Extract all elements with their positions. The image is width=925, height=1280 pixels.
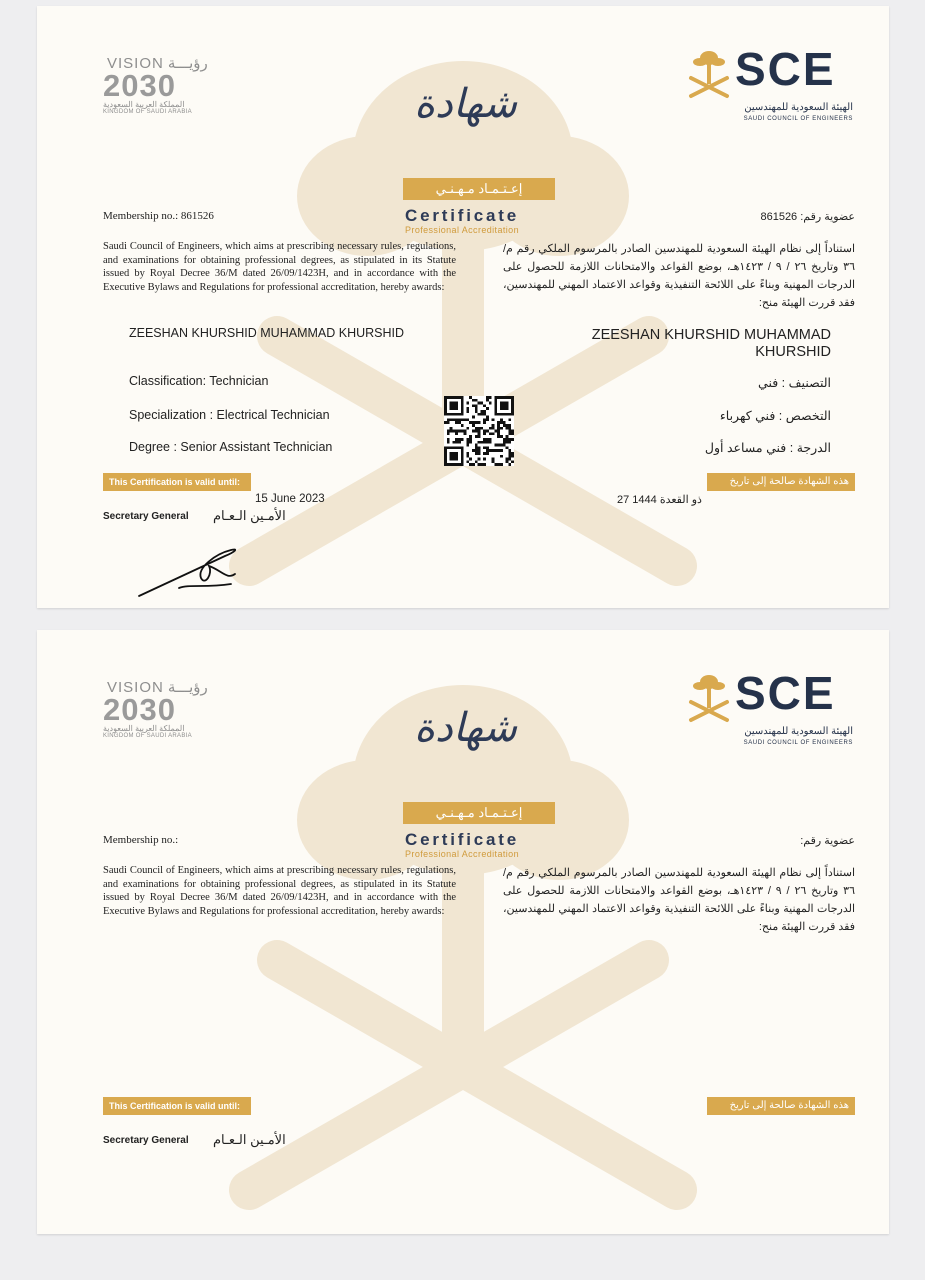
validity-label-ar: هذه الشهادة صالحة إلى تاريخ [707, 1097, 855, 1115]
vision-2030-logo [103, 678, 208, 739]
membership-number-ar: عضوية رقم: [800, 835, 855, 847]
membership-value-ar: 861526 [760, 211, 798, 223]
vision-year: 2030 [103, 692, 176, 727]
sce-wordmark: SCE [735, 667, 836, 719]
vision-year: 2030 [103, 68, 176, 103]
palm-swords-emblem-icon [687, 672, 731, 724]
vision-kingdom-ar: المملكة العربية السعودية [103, 100, 185, 109]
secretary-general-label-en: Secretary General [103, 1135, 189, 1146]
membership-number-ar [760, 210, 855, 223]
intro-paragraph-ar: استناداً إلى نظام الهيئة السعودية للمهندسين الصادر بالمرسوم الملكي رقم م/ ٣٦ وتاريخ ٢٦ / ٩ / ١٤٢٣هـ، بوضع القواعد والامتحانات اللازمة للحصول على الدرجات المهنية وبناءً على اللائحة التنفيذية وقواعد الاعتماد المهني للمهندسين، فقد قررت الهيئة منح: [503, 867, 855, 933]
vision-word: VISION [107, 55, 164, 72]
validity-label-ar: هذه الشهادة صالحة إلى تاريخ [707, 473, 855, 491]
certificate-page-1 [37, 6, 889, 608]
vision-kingdom-en: KINGDOM OF SAUDI ARABIA [103, 733, 192, 739]
certificate-page-2 [37, 630, 889, 1234]
sce-name-ar: الهيئة السعودية للمهندسين [744, 102, 853, 113]
certificate-title: Certificate [405, 206, 519, 225]
vision-word-ar: رؤيـــة [167, 679, 208, 696]
certificate-title: Certificate [405, 830, 519, 849]
signature-icon [135, 544, 245, 600]
sce-name-en: SAUDI COUNCIL OF ENGINEERS [743, 740, 853, 746]
validity-label-en: This Certification is valid until: [103, 473, 251, 491]
classification-en: Classification: Technician [129, 374, 269, 388]
palm-swords-emblem-icon [687, 48, 731, 100]
sce-wordmark: SCE [735, 43, 836, 95]
degree-en: Degree : Senior Assistant Technician [129, 440, 333, 454]
vision-kingdom-ar: المملكة العربية السعودية [103, 724, 185, 733]
shahada-calligraphy: شهادة [414, 81, 517, 127]
membership-number-en: Membership no.: [103, 834, 179, 846]
intro-paragraph-en: Saudi Council of Engineers, which aims at prescribing necessary rules, regulations, and examinations for obtaining professional degrees, as stipulated in its Statute issued by Royal Decree 36/M dated 26/09/1423H, and in accordance with the Executive Bylaws and Regulations for professional accreditation, hereby awards: [103, 865, 456, 917]
validity-label-en: This Certification is valid until: [103, 1097, 251, 1115]
sce-logo [687, 667, 857, 752]
degree-ar: الدرجة : فني مساعد أول [704, 441, 831, 455]
vision-word: VISION [107, 679, 164, 696]
accreditation-band-ar: إعـتـمـاد مـهـنـي [403, 178, 555, 200]
certificate-subtitle: Professional Accreditation [405, 849, 519, 859]
secretary-general-label-en: Secretary General [103, 511, 189, 522]
intro-paragraph-en: Saudi Council of Engineers, which aims at prescribing necessary rules, regulations, and examinations for obtaining professional degrees, as stipulated in its Statute issued by Royal Decree 36/M dated 26/09/1423H, and in accordance with the Executive Bylaws and Regulations for professional accreditation, hereby awards: [103, 241, 456, 293]
membership-value-en: 861526 [180, 210, 214, 222]
secretary-general-label-ar: الأمـين الـعـام [213, 508, 286, 523]
recipient-name-en: ZEESHAN KHURSHID MUHAMMAD KHURSHID [129, 326, 405, 340]
valid-until-date-ar: 27 ذو القعدة 1444 [617, 494, 702, 506]
vision-word-ar: رؤيـــة [167, 55, 208, 72]
membership-label-ar: عضوية رقم: [800, 211, 855, 223]
qr-code-icon[interactable] [444, 396, 514, 466]
sce-name-en: SAUDI COUNCIL OF ENGINEERS [743, 116, 853, 122]
shahada-calligraphy: شهادة [414, 705, 517, 751]
specialization-en: Specialization : Electrical Technician [129, 408, 330, 422]
membership-number-en [103, 210, 214, 222]
sce-name-ar: الهيئة السعودية للمهندسين [744, 726, 853, 737]
sce-logo [687, 43, 857, 128]
membership-label-en: Membership no.: [103, 210, 179, 222]
accreditation-band-ar: إعـتـمـاد مـهـنـي [403, 802, 555, 824]
intro-paragraph-ar: استناداً إلى نظام الهيئة السعودية للمهندسين الصادر بالمرسوم الملكي رقم م/ ٣٦ وتاريخ ٢٦ / ٩ / ١٤٢٣هـ، بوضع القواعد والامتحانات اللازمة للحصول على الدرجات المهنية وبناءً على اللائحة التنفيذية وقواعد الاعتماد المهني للمهندسين، فقد قررت الهيئة منح: [503, 243, 855, 309]
vision-2030-logo [103, 54, 208, 115]
classification-ar: التصنيف : فني [758, 376, 831, 390]
recipient-name-ar-side: ZEESHAN KHURSHID MUHAMMAD KHURSHID [591, 327, 831, 360]
vision-kingdom-en: KINGDOM OF SAUDI ARABIA [103, 109, 192, 115]
certificate-subtitle: Professional Accreditation [405, 225, 519, 235]
specialization-ar: التخصص : فني كهرباء [719, 409, 831, 423]
valid-until-date-en: 15 June 2023 [255, 493, 325, 505]
secretary-general-label-ar: الأمـين الـعـام [213, 1132, 286, 1147]
